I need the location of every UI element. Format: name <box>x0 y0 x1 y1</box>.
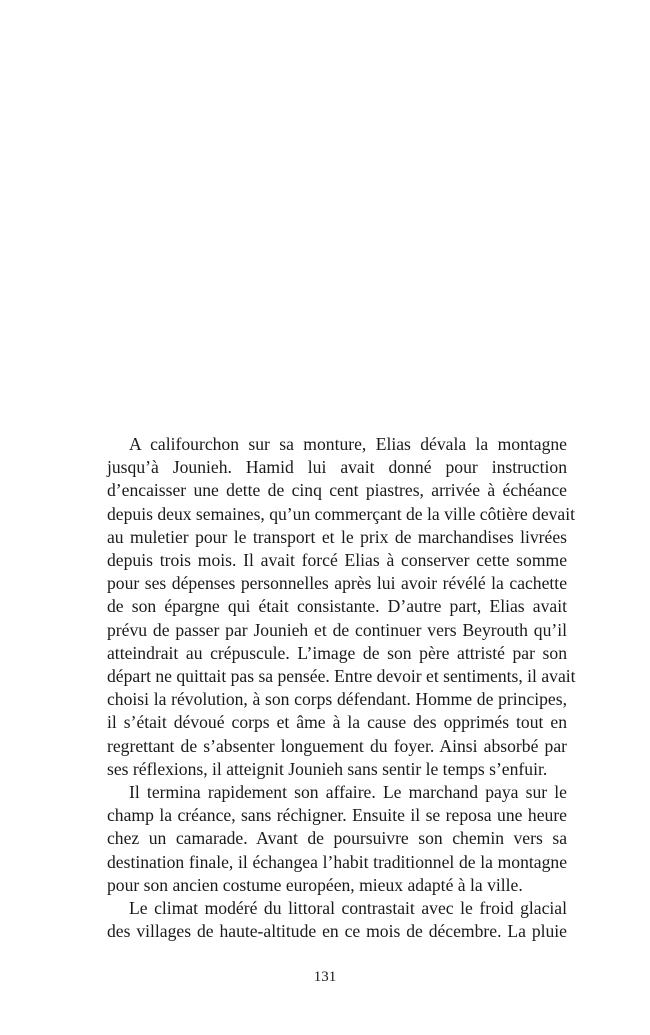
text-line: des villages de haute-altitude en ce mois de décembre. La pluie <box>107 921 567 942</box>
body-text <box>85 433 576 943</box>
text-line: d’encaisser une dette de cinq cent piastres, arrivée à échéance <box>107 480 567 501</box>
paragraph-2 <box>85 781 567 897</box>
text-line: destination finale, il échangea l’habit traditionnel de la montagne <box>107 851 567 872</box>
text-line: Il termina rapidement son affaire. Le marchand paya sur le <box>129 782 567 803</box>
text-line: Le climat modéré du littoral contrastait avec le froid glacial <box>129 898 567 919</box>
text-line: jusqu’à Jounieh. Hamid lui avait donné pour instruction <box>107 457 567 478</box>
text-line: départ ne quittait pas sa pensée. Entre devoir et sentiments, il avait <box>107 666 576 687</box>
page-number: 131 <box>313 969 337 985</box>
text-line: champ la créance, sans réchigner. Ensuite il se reposa une heure <box>107 805 567 826</box>
text-line: depuis deux semaines, qu’un commerçant de la ville côtière devait <box>107 503 576 524</box>
paragraph-3 <box>85 897 567 943</box>
text-line: pour son ancien costume européen, mieux adapté à la ville. <box>107 874 523 895</box>
text-line: atteindrait au crépuscule. L’image de son père attristé par son <box>107 642 567 663</box>
paragraph-1 <box>85 433 576 781</box>
text-line: ses réflexions, il atteignit Jounieh sans sentir le temps s’enfuir. <box>107 758 548 779</box>
text-line: chez un camarade. Avant de poursuivre son chemin vers sa <box>107 828 567 849</box>
text-line: prévu de passer par Jounieh et de continuer vers Beyrouth qu’il <box>107 619 567 640</box>
text-line: au muletier pour le transport et le prix de marchandises livrées <box>107 526 567 547</box>
text-line: de son épargne qui était consistante. D’autre part, Elias avait <box>107 596 567 617</box>
text-line: A califourchon sur sa monture, Elias dévala la montagne <box>129 434 567 454</box>
text-line: choisi la révolution, à son corps défendant. Homme de principes, <box>107 689 567 710</box>
text-line: regrettant de s’absenter longuement du foyer. Ainsi absorbé par <box>107 735 567 756</box>
text-line: il s’était dévoué corps et âme à la cause des opprimés tout en <box>107 712 567 733</box>
text-line: pour ses dépenses personnelles après lui avoir révélé la cachette <box>107 573 567 594</box>
text-line: depuis trois mois. Il avait forcé Elias à conserver cette somme <box>107 550 567 571</box>
